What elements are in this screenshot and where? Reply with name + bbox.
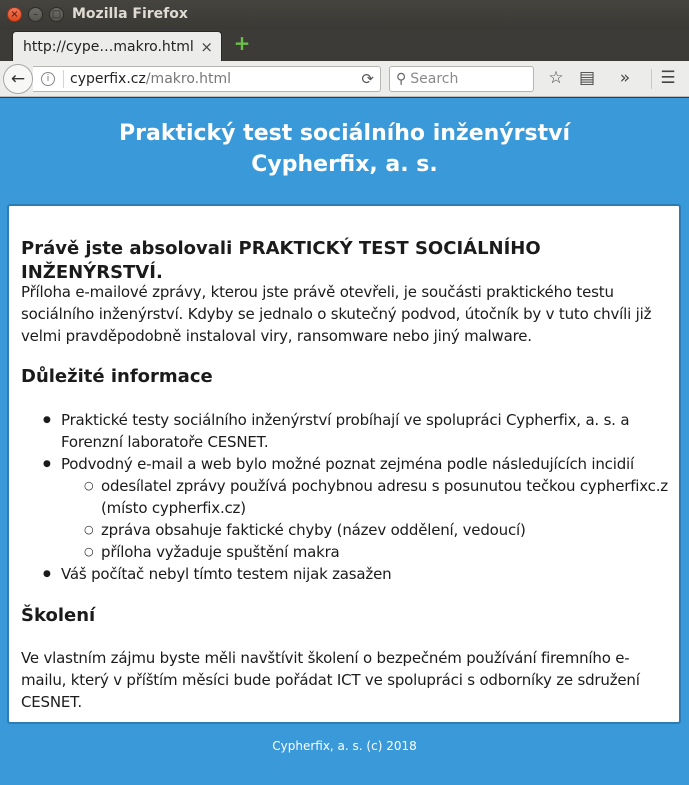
page-title-line1: Praktický test sociálního inženýrství [119,121,570,146]
overflow-menu-icon[interactable]: » [619,68,631,88]
reading-list-icon[interactable]: ▤ [578,68,596,88]
minimize-icon: – [33,8,38,20]
page-content [0,98,689,785]
intro-paragraph: Příloha e-mailové zprávy, kterou jste právě otevřeli, je součásti praktického testu sociálního inženýrství. Kdyby se jednalo o skutečný podvod, útočník by v tuto chvíli již velmi pravděpodobně instaloval viry, ransomware nebo jiný malware. [21,283,652,345]
sub-list-item: ○ odesílatel zprávy používá pochybnou adresu s posunutou tečkou cypherfixc.z (místo cypherfix.cz) [21,475,671,519]
training-heading: Školení [21,605,96,626]
info-list [21,409,671,585]
bookmark-star-icon[interactable]: ☆ [548,68,564,88]
search-input[interactable] [410,71,520,87]
window-maximize-button[interactable] [49,7,64,22]
url-domain: cyperfix.cz [70,71,146,87]
close-icon: × [10,8,19,20]
back-button[interactable] [3,64,33,94]
page-title-line2: Cypherfix, a. s. [251,152,438,177]
title-bar [0,0,689,29]
back-arrow-icon: ← [10,69,26,89]
hamburger-menu-icon[interactable]: ☰ [660,68,676,88]
window-close-button[interactable] [7,7,22,22]
window-minimize-button[interactable] [28,7,43,22]
sub-list-item: ○ příloha vyžaduje spuštění makra [21,541,671,563]
main-heading: Právě jste absolovali PRAKTICKÝ TEST SOCIÁLNÍHO INŽENÝRSTVÍ. [21,238,541,283]
info-heading: Důležité informace [21,366,213,387]
search-box[interactable] [389,66,534,92]
maximize-icon: □ [51,8,62,20]
navigation-toolbar [0,61,689,97]
tab-makro[interactable] [12,31,222,61]
sub-list-item: ○ zpráva obsahuje faktické chyby (název oddělení, vedoucí) [21,519,671,541]
url-text[interactable] [70,71,231,87]
list-item: ● Podvodný e-mail a web bylo možné poznat zejména podle následujících incidií [21,453,671,475]
training-paragraph: Ve vlastním zájmu byste měli navštívit školení o bezpečném používání firemního e-mailu, který v příštím měsíci bude pořádat ICT ve spolupráci s odborníky ze sdružení CESNET. [21,649,640,711]
tab-label: http://cype…makro.html [23,38,194,55]
search-icon: ⚲ [396,71,407,87]
url-bar[interactable] [33,66,381,92]
new-tab-button[interactable]: + [233,31,251,55]
window-title: Mozilla Firefox [72,6,188,22]
site-info-icon[interactable]: i [41,72,55,86]
page-footer: Cypherfix, a. s. (c) 2018 [272,739,417,753]
url-path: /makro.html [145,71,231,87]
tab-strip [0,29,689,61]
list-item: ● Praktické testy sociálního inženýrství probíhají ve spolupráci Cypherfix, a. s. a Forenzní laboratoře CESNET. [21,409,671,453]
page-title [0,118,689,180]
url-separator [63,70,64,88]
list-item: ● Váš počítač nebyl tímto testem nijak zasažen [21,563,671,585]
content-card [7,204,681,724]
reload-icon[interactable]: ⟳ [361,70,374,88]
toolbar-separator [651,69,652,89]
tab-close-icon[interactable]: × [200,38,213,56]
